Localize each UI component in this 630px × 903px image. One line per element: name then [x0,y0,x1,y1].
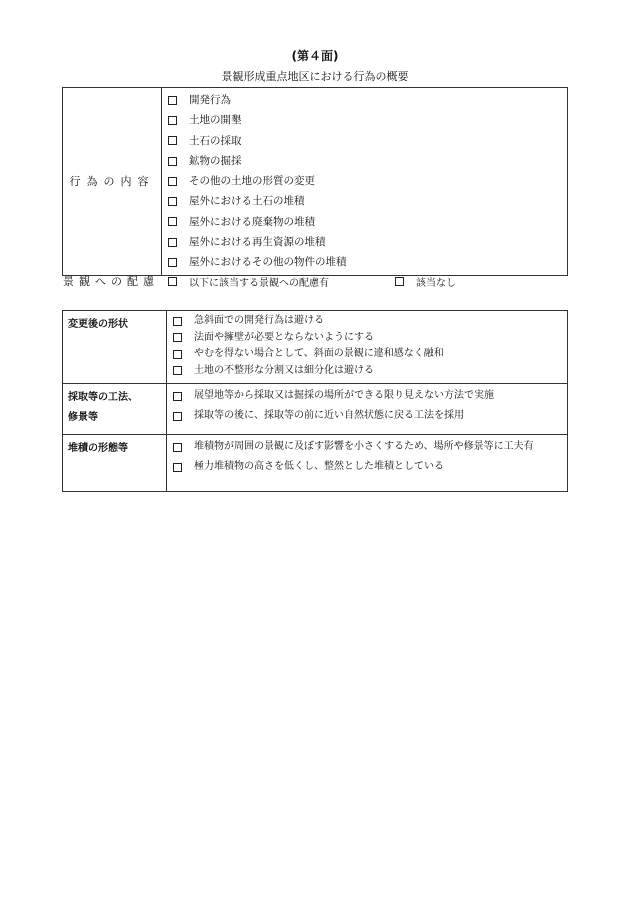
consideration-label: 景観への配慮 [63,275,159,288]
section-method [63,384,568,435]
section-label: 堆積の形態等 [63,435,167,492]
checkbox[interactable] [173,317,182,326]
checkbox[interactable] [173,443,182,452]
section-shape [63,311,568,384]
activity-option[interactable]: 鉱物の掘採 [168,151,567,171]
activity-option[interactable]: 屋外における土石の堆積 [168,191,567,211]
section-option[interactable]: やむを得ない場合として、斜面の景観に違和感なく融和 [173,346,567,363]
section-option[interactable]: 法面や擁壁が必要とならないようにする [173,330,567,347]
checkbox[interactable] [173,412,182,421]
consideration-no-option[interactable]: 該当なし [395,274,456,289]
checkbox[interactable] [168,136,177,145]
activity-options [162,88,568,276]
checkbox[interactable] [168,157,177,166]
checkbox[interactable] [173,463,182,472]
checkbox[interactable] [173,350,182,359]
checkbox[interactable] [168,217,177,226]
section-options [167,435,568,492]
activity-option[interactable]: その他の土地の形質の変更 [168,171,567,191]
checkbox[interactable] [168,197,177,206]
section-option[interactable]: 採取等の後に、採取等の前に近い自然状態に戻る工法を採用 [173,406,567,426]
consideration-yes-option[interactable]: 以下に該当する景観への配慮有 [168,274,329,289]
section-label: 変更後の形状 [63,311,167,384]
checkbox[interactable] [168,96,177,105]
activity-option[interactable]: 土地の開墾 [168,110,567,130]
activity-label: 行為の内容 [63,88,162,276]
page-title: (第４面) [291,49,339,63]
activity-option[interactable]: 屋外における再生資源の堆積 [168,232,567,252]
checkbox[interactable] [173,366,182,375]
activity-option[interactable]: 開発行為 [168,90,567,110]
checkbox[interactable] [168,116,177,125]
activity-option[interactable]: 屋外における廃棄物の堆積 [168,212,567,232]
checkbox[interactable] [168,238,177,247]
section-options [167,384,568,435]
form-subtitle: 景観形成重点地区における行為の概要 [221,70,409,83]
activity-option[interactable]: 屋外におけるその他の物件の堆積 [168,252,567,272]
consideration-table [62,310,568,492]
section-options [167,311,568,384]
section-option[interactable]: 展望地等から採取又は掘採の場所ができる限り見えない方法で実施 [173,386,567,406]
checkbox[interactable] [173,392,182,401]
checkbox[interactable] [168,177,177,186]
activity-table [62,87,568,276]
checkbox[interactable] [168,277,177,286]
checkbox[interactable] [395,277,404,286]
section-option[interactable]: 極力堆積物の高さを低くし、整然とした堆積としている [173,457,567,477]
section-label: 採取等の工法、 修景等 [63,384,167,435]
section-option[interactable]: 土地の不整形な分割又は細分化は避ける [173,363,567,380]
activity-option[interactable]: 土石の採取 [168,131,567,151]
section-option[interactable]: 急斜面での開発行為は避ける [173,313,567,330]
checkbox[interactable] [173,333,182,342]
section-option[interactable]: 堆積物が周囲の景観に及ぼす影響を小さくするため、場所や修景等に工夫有 [173,437,567,457]
consideration-row [62,271,568,291]
section-pile [63,435,568,492]
checkbox[interactable] [168,258,177,267]
